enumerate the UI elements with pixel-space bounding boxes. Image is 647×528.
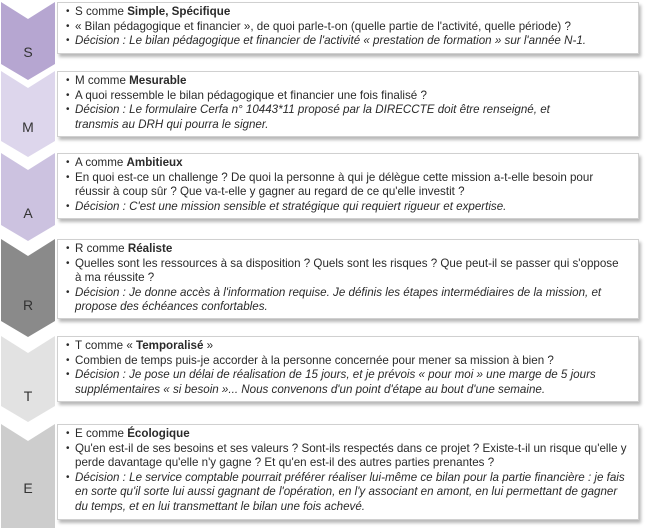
title-a: A comme Ambitieux — [75, 156, 183, 169]
decision-a: Décision : C'est une mission sensible et stratégique qui requiert rigueur et expertise. — [75, 199, 507, 213]
card-e: • E comme Écologique • Qu'en est-il de ses besoins et ses valeurs ? Sont-ils respectés dans ce projet ? Existe-t-il un risque qu'elle y perde davantage qu'elle n'y gagne ? Et qu'en est-il des autres parties prenantes ? • Décision : Le service comptable pourrait préférer réaliser lui-même ce bilan pour la partie financière : je fais en sorte qu'il sorte lui aussi gagnant de l'opération, en l'y associant en amont, en lui permettant de gagner du temps, et en lui transmettant le bilan une fois achevé. — [57, 424, 639, 520]
decision-t: Décision : Je pose un délai de réalisation de 15 jours, et je prévois « pour moi » une marge de 5 jours supplémentaires « si besoin »... Nous convenons d'un point d'étape au bout d'une semaine. — [75, 368, 596, 396]
question-e: Qu'en est-il de ses besoins et ses valeurs ? Sont-ils respectés dans ce projet ? Existe-t-il un risque qu'elle y perde davantage qu'elle n'y gagne ? Et qu'en est-il des autres parties prenantes ? — [75, 441, 627, 470]
title-m: M comme Mesurable — [75, 74, 187, 87]
title-s: S comme Simple, Spécifique — [75, 5, 231, 18]
letter-r: R — [22, 297, 34, 313]
chevron-r — [1, 239, 55, 337]
chevron-a — [1, 153, 55, 241]
question-t: Combien de temps puis-je accorder à la personne concernée pour mener sa mission à bien ? — [75, 353, 554, 367]
letter-m: M — [22, 119, 34, 135]
letter-a: A — [23, 205, 33, 221]
title-t: T comme « Temporalisé » — [75, 339, 214, 352]
card-r: • R comme Réaliste • Quelles sont les ressources à sa disposition ? Quels sont les risques ? Que peut-il se passer qui s'oppose à ma réussite ? • Décision : Je donne accès à l'information requise. Je définis les étapes intermédiaires de la mission, et propose des échéances confortables. — [57, 239, 639, 319]
title-e: E comme Écologique — [75, 427, 190, 440]
card-s: • S comme Simple, Spécifique • « Bilan pédagogique et financier », de quoi parle-t-on (quelle partie de l'activité, quelle période) ? • Décision : Le bilan pédagogique et financier de l'activité « prestation de formation » sur l'année N-1. — [57, 2, 639, 54]
question-s: « Bilan pédagogique et financier », de quoi parle-t-on (quelle partie de l'activité, quelle période) ? — [75, 19, 571, 33]
letter-e: E — [23, 480, 33, 496]
decision-s: Décision : Le bilan pédagogique et financier de l'activité « prestation de formation » sur l'année N-1. — [75, 34, 586, 48]
title-r: R comme Réaliste — [75, 242, 173, 255]
card-t: • T comme « Temporalisé » • Combien de temps puis-je accorder à la personne concernée pour mener sa mission à bien ? • Décision : Je pose un délai de réalisation de 15 jours, et je prévois « pour moi » une marge de 5 jours supplémentaires « si besoin »... Nous convenons d'un point d'étape au bout d'une semaine. — [57, 336, 639, 402]
letter-s: S — [23, 44, 33, 60]
question-m: A quoi ressemble le bilan pédagogique et financier une fois finalisé ? — [75, 88, 427, 102]
card-m: • M comme Mesurable • A quoi ressemble le bilan pédagogique et financier une fois finalisé ? • Décision : Le formulaire Cerfa n° 10443*11 proposé par la DIRECCTE doit être renseigné, et transmis au DRH qui pourra le signer. — [57, 71, 639, 137]
decision-e: Décision : Le service comptable pourrait préférer réaliser lui-même ce bilan pour la partie financière : je fais en sorte qu'il sorte lui aussi gagnant de l'opération, en l'y associant en amont, en lui permettant de gagner du temps, et en lui transmettant le bilan une fois achevé. — [75, 470, 625, 513]
question-a: En quoi est-ce un challenge ? De quoi la personne à qui je délègue cette mission a-t-elle besoin pour réussir à coup sûr ? Que va-t-elle y gagner au regard de ce qu'elle investit ? — [75, 170, 594, 199]
letter-t: T — [23, 388, 33, 404]
decision-r: Décision : Je donne accès à l'information requise. Je définis les étapes intermédiaires de la mission, et propose des échéances confortables. — [75, 285, 602, 314]
question-r: Quelles sont les ressources à sa disposition ? Quels sont les risques ? Que peut-il se passer qui s'oppose à ma réussite ? — [75, 256, 619, 285]
chevron-m — [1, 71, 55, 157]
chevron-s — [1, 2, 55, 80]
chevron-e — [1, 424, 55, 528]
chevron-t — [1, 336, 55, 422]
card-a: • A comme Ambitieux • En quoi est-ce un challenge ? De quoi la personne à qui je délègue cette mission a-t-elle besoin pour réussir à coup sûr ? Que va-t-elle y gagner au regard de ce qu'elle investit ? • Décision : C'est une mission sensible et stratégique qui requiert rigueur et expertise. — [57, 153, 639, 219]
decision-m: Décision : Le formulaire Cerfa n° 10443*11 proposé par la DIRECCTE doit être renseigné, et transmis au DRH qui pourra le signer. — [75, 103, 550, 131]
